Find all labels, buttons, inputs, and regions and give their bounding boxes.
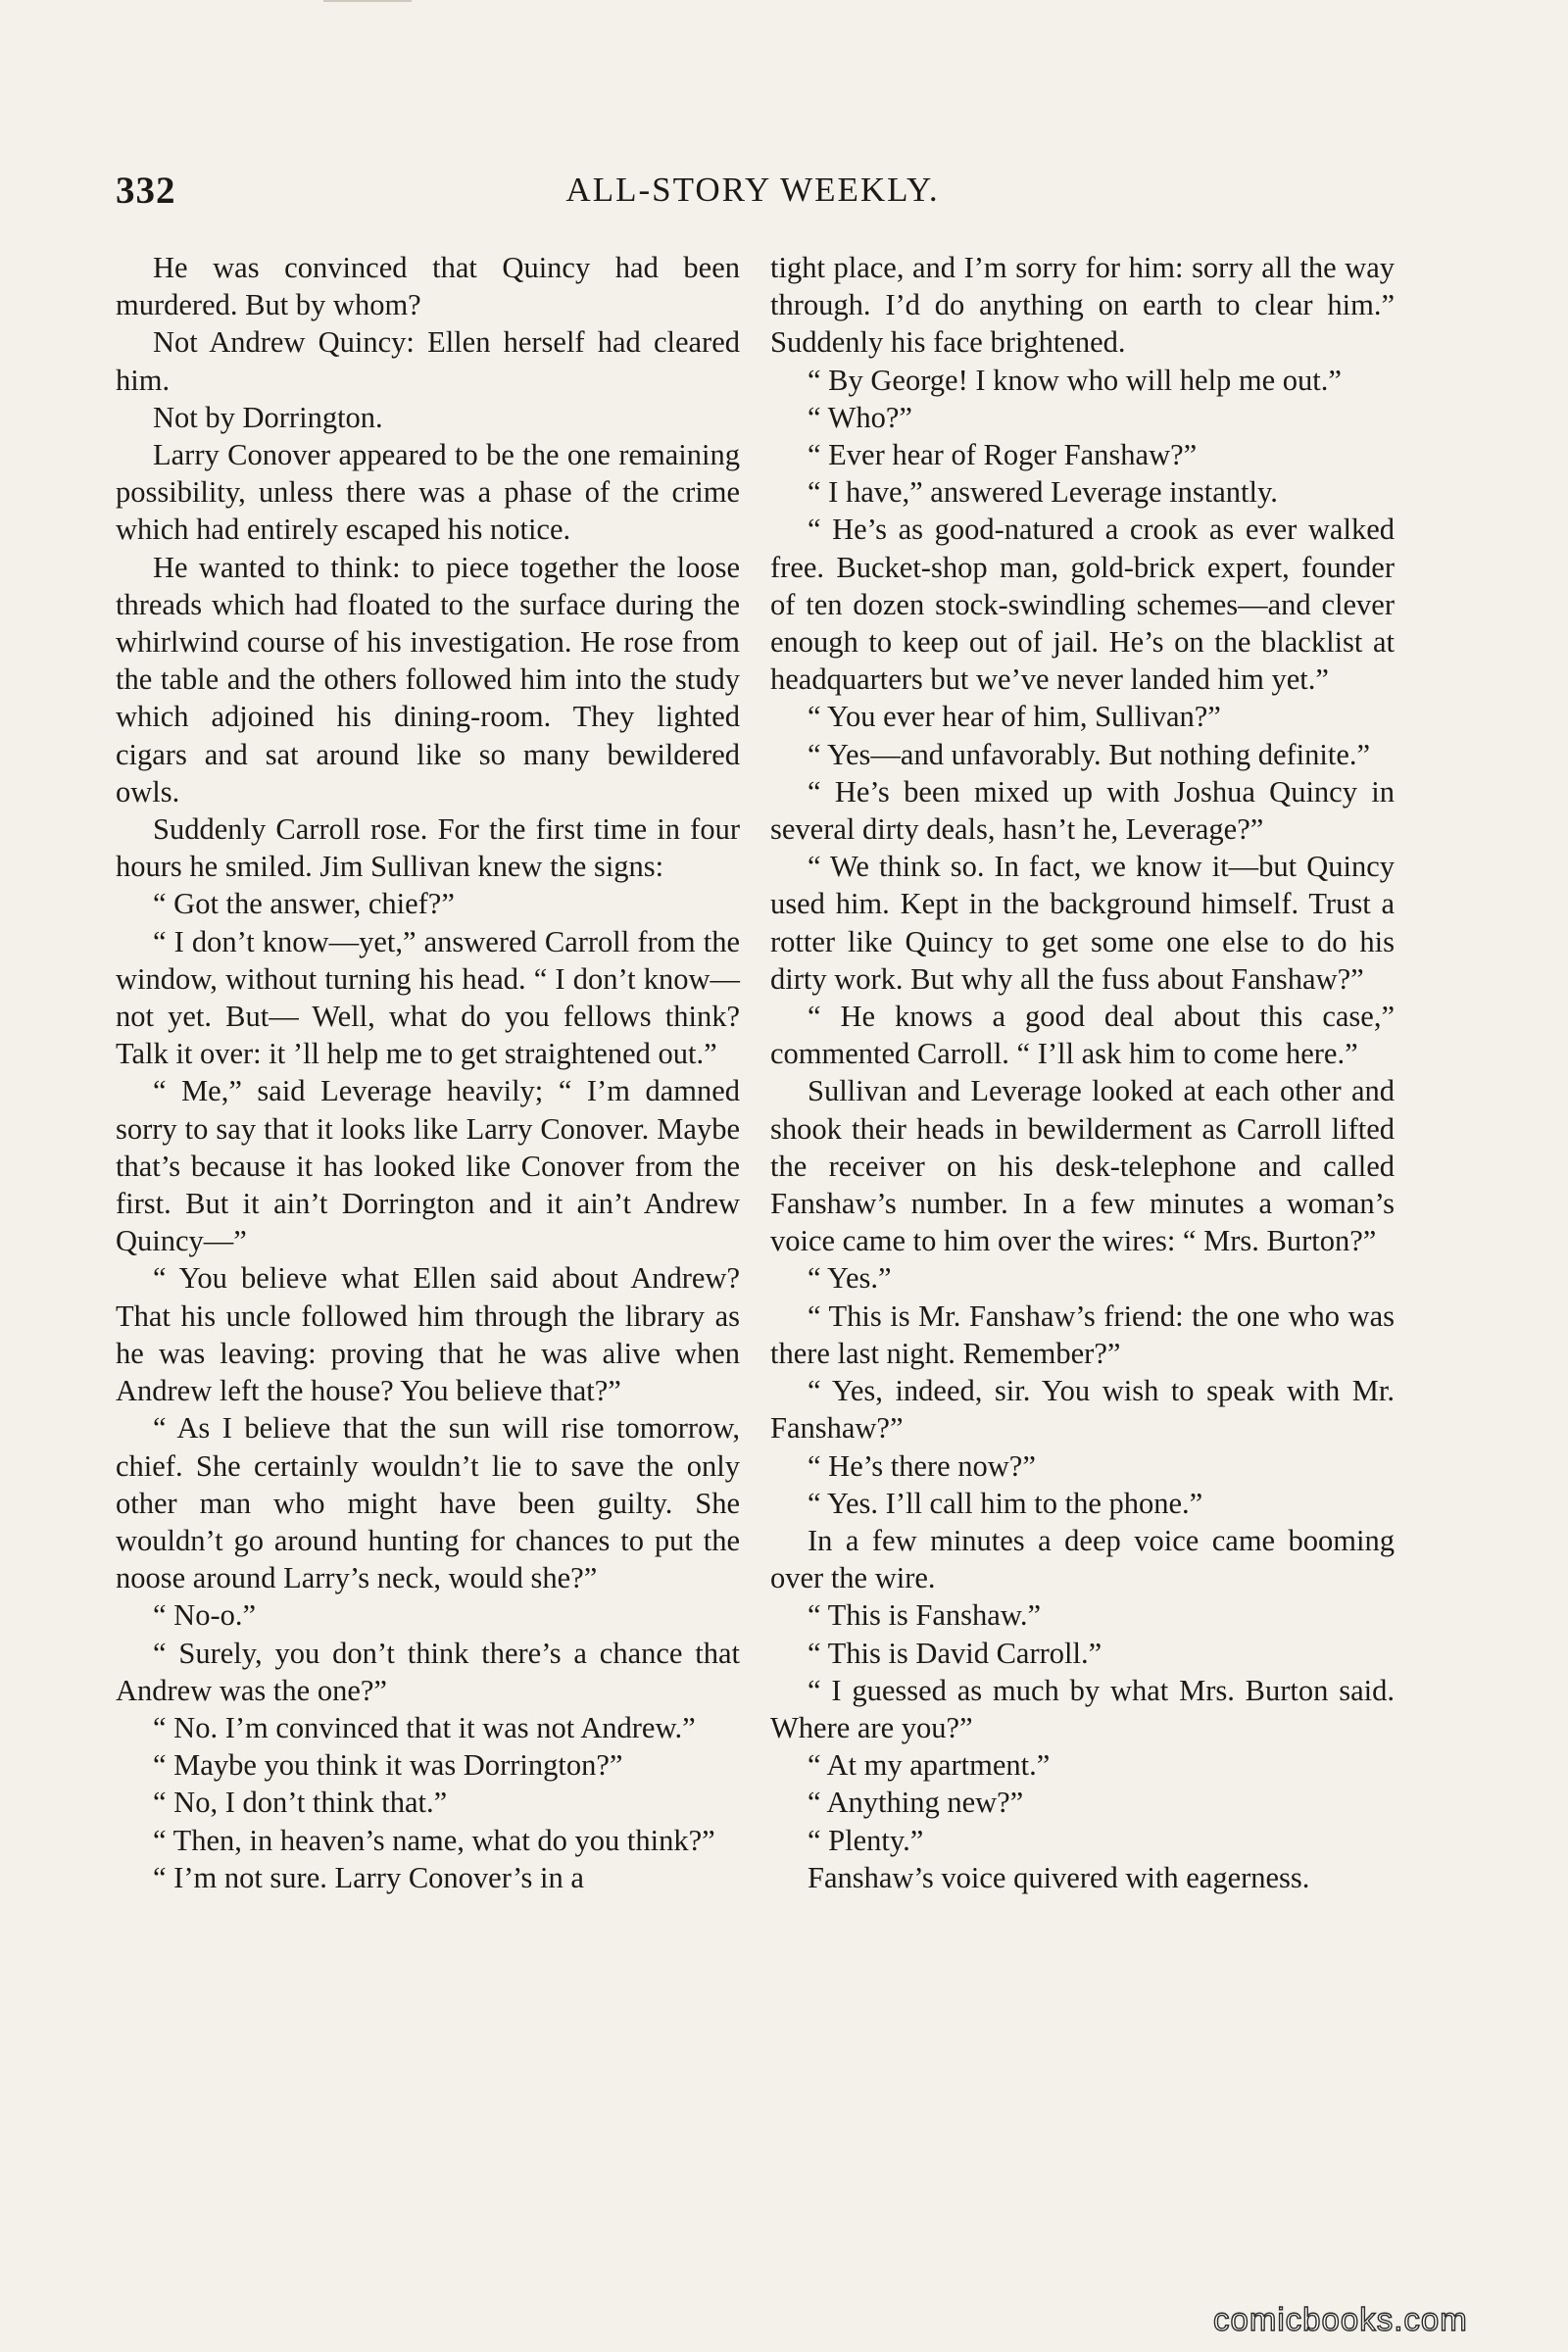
- paragraph: Fanshaw’s voice quivered with eagerness.: [808, 1860, 1310, 1894]
- paragraph: “ Plenty.”: [808, 1823, 924, 1857]
- paragraph: “ No. I’m convinced that it was not Andrew.”: [153, 1710, 696, 1744]
- paragraph: “ Me,” said Leverage heavily; “ I’m damned sorry to say that it looks like Larry Conover. Maybe that’s because it has looked like Conover from the first. But it ain’t Dorrington and it ain’t Andrew Quincy—”: [116, 1074, 740, 1258]
- paragraph: “ Then, in heaven’s name, what do you think?”: [153, 1823, 715, 1857]
- paragraph: “ Got the answer, chief?”: [153, 887, 455, 921]
- paragraph: “ He’s there now?”: [808, 1448, 1036, 1483]
- paragraph: “ Maybe you think it was Dorrington?”: [153, 1748, 623, 1783]
- paragraph: Larry Conover appeared to be the one remaining possibility, unless there was a phase of the crime which had entirely escaped his notice.: [116, 438, 740, 547]
- page-number: 332: [116, 170, 176, 212]
- running-title: ALL-STORY WEEKLY.: [565, 171, 940, 209]
- paragraph: “ Yes—and unfavorably. But nothing definite.”: [808, 737, 1371, 771]
- paragraph: “ No-o.”: [153, 1598, 257, 1633]
- right-column: [770, 249, 1395, 1896]
- paragraph: Not Andrew Quincy: Ellen herself had cleared him.: [116, 325, 740, 397]
- paragraph: He was convinced that Quincy had been murdered. But by whom?: [116, 251, 740, 322]
- paragraph: “ This is David Carroll.”: [808, 1636, 1102, 1670]
- paragraph: “ He knows a good deal about this case,” commented Carroll. “ I’ll ask him to come here.”: [770, 1000, 1395, 1071]
- paragraph: In a few minutes a deep voice came booming over the wire.: [770, 1523, 1395, 1595]
- paragraph: “ I’m not sure. Larry Conover’s in a: [153, 1860, 584, 1894]
- paragraph: “ Who?”: [808, 400, 912, 434]
- paragraph: “ This is Fanshaw.”: [808, 1598, 1042, 1633]
- paragraph: “ Yes.”: [808, 1261, 892, 1296]
- page-header: [116, 169, 1390, 227]
- paragraph: “ Yes, indeed, sir. You wish to speak with Mr. Fanshaw?”: [770, 1374, 1395, 1446]
- paragraph: “ No, I don’t think that.”: [153, 1786, 448, 1820]
- paragraph: “ Anything new?”: [808, 1786, 1024, 1820]
- watermark-logo: comicbooks.com: [1213, 2301, 1468, 2337]
- paragraph: Sullivan and Leverage looked at each other and shook their heads in bewilderment as Carroll lifted the receiver on his desk-telephone and called Fanshaw’s number. In a few minutes a woman’s voice came to him over the wires: “ Mrs. Burton?”: [770, 1074, 1395, 1258]
- paragraph: Suddenly Carroll rose. For the first time in four hours he smiled. Jim Sullivan knew the signs:: [116, 812, 740, 884]
- paragraph: He wanted to think: to piece together the loose threads which had floated to the surface during the whirlwind course of his investigation. He rose from the table and the others followed him into the study which adjoined his dining-room. They lighted cigars and sat around like so many bewildered owls.: [116, 550, 740, 808]
- paragraph: Not by Dorrington.: [153, 400, 383, 434]
- paragraph: “ You ever hear of him, Sullivan?”: [808, 700, 1221, 734]
- paragraph: “ I don’t know—yet,” answered Carroll from the window, without turning his head. “ I don’t know—not yet. But— Well, what do you fellows think? Talk it over: it ’ll help me to get straightened out.”: [116, 924, 740, 1071]
- paragraph: “ He’s been mixed up with Joshua Quincy in several dirty deals, hasn’t he, Leverage?”: [770, 774, 1395, 847]
- paragraph: “ We think so. In fact, we know it—but Quincy used him. Kept in the background himself. Trust a rotter like Quincy to get some one else to do his dirty work. But why all the fuss about Fanshaw?”: [770, 850, 1395, 996]
- left-column: [116, 249, 740, 1896]
- paragraph: “ I have,” answered Leverage instantly.: [808, 475, 1278, 510]
- paragraph: “ Yes. I’ll call him to the phone.”: [808, 1486, 1203, 1520]
- paragraph: “ As I believe that the sun will rise tomorrow, chief. She certainly wouldn’t lie to save the only other man who might have been guilty. She wouldn’t go around hunting for chances to put the noose around Larry’s neck, would she?”: [116, 1411, 740, 1595]
- paragraph: “ Surely, you don’t think there’s a chance that Andrew was the one?”: [116, 1636, 740, 1707]
- paragraph: “ I guessed as much by what Mrs. Burton said. Where are you?”: [770, 1673, 1395, 1744]
- paragraph: “ Ever hear of Roger Fanshaw?”: [808, 438, 1198, 472]
- paragraph: “ At my apartment.”: [808, 1748, 1051, 1783]
- continued-paragraph: tight place, and I’m sorry for him: sorry all the way through. I’d do anything on earth to clear him.” Suddenly his face brightened.: [770, 251, 1395, 360]
- paragraph: “ You believe what Ellen said about Andrew? That his uncle followed him through the library as he was leaving: proving that he was alive when Andrew left the house? You believe that?”: [116, 1261, 740, 1408]
- paragraph: “ By George! I know who will help me out.”: [808, 363, 1342, 397]
- paragraph: “ This is Mr. Fanshaw’s friend: the one who was there last night. Remember?”: [770, 1298, 1395, 1370]
- paragraph: “ He’s as good-natured a crook as ever walked free. Bucket-shop man, gold-brick expert, founder of ten dozen stock-swindling schemes—and clever enough to keep out of jail. He’s on the blacklist at headquarters but we’ve never landed him yet.”: [770, 513, 1395, 697]
- top-edge-mark: [323, 0, 412, 2]
